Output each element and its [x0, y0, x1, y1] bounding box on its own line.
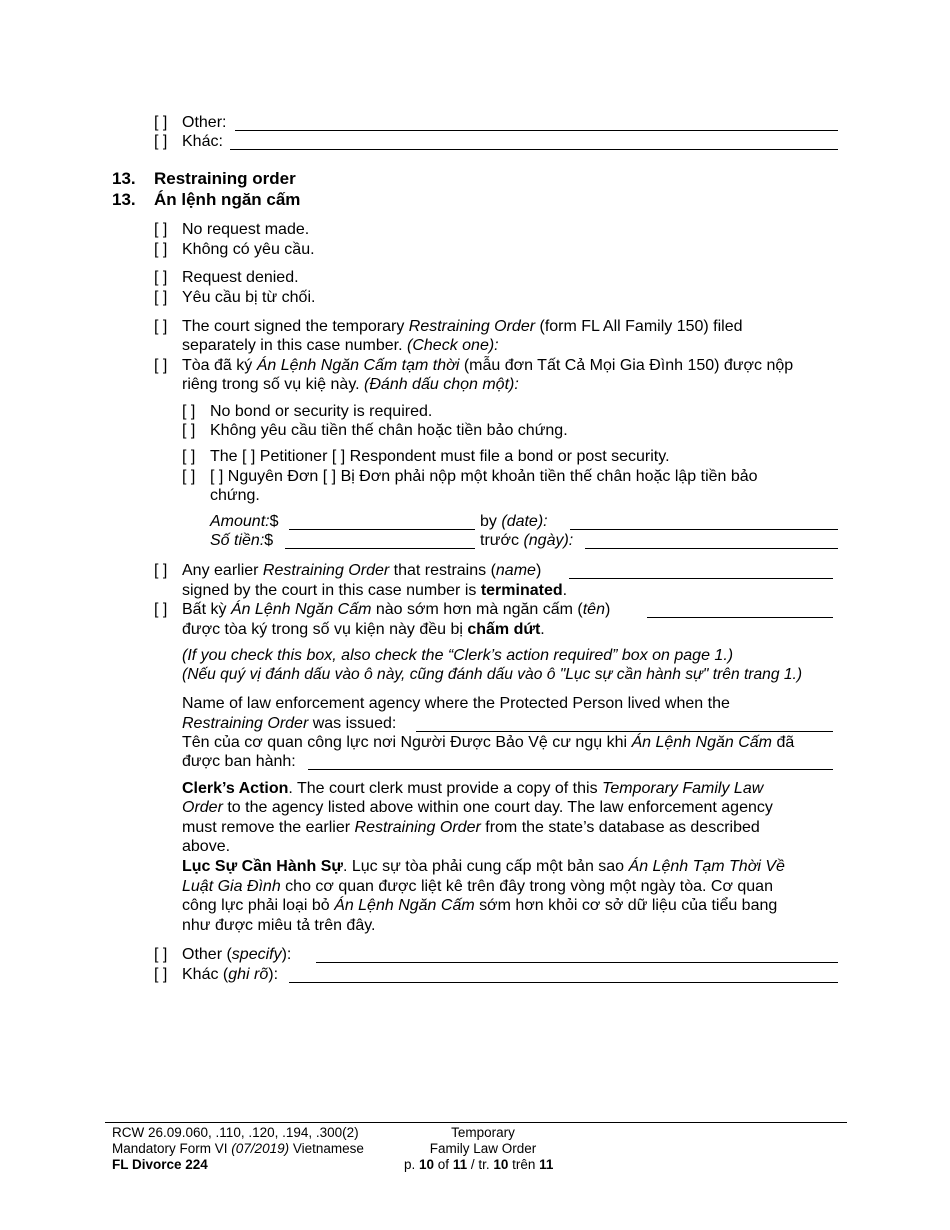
respondent-checkbox-vi[interactable]: [ ] — [322, 468, 337, 485]
no-request-label-en: No request made. — [182, 221, 310, 238]
footer-form: Mandatory Form VI (07/2019) Vietnamese — [112, 1141, 364, 1156]
date-label-vi: trước (ngày): — [480, 532, 574, 549]
bond-checkbox-vi[interactable]: [ ] — [182, 468, 196, 485]
clerk-text-vi-2: Luật Gia Đình cho cơ quan được liệt kê trên đây trong vòng một ngày tòa. Cơ quan — [182, 878, 773, 895]
date-input-vi[interactable] — [585, 548, 838, 549]
clerk-text-vi-3: công lực phải loại bỏ Án Lệnh Ngăn Cấm sớm hơn khỏi cơ sở dữ liệu của tiểu bang — [182, 897, 778, 914]
section-title-vi: Án lệnh ngăn cấm — [154, 190, 301, 209]
footer-form-id: FL Divorce 224 — [112, 1157, 208, 1172]
earlier-text-en-1: Any earlier Restraining Order that restrains (name) — [182, 562, 542, 579]
agency-input[interactable] — [416, 731, 833, 732]
agency-text-vi-1: Tên của cơ quan công lực nơi Người Được Bảo Vệ cư ngụ khi Án Lệnh Ngăn Cấm đã — [182, 734, 795, 751]
signed-text-en-2: separately in this case number. (Check one): — [182, 337, 499, 354]
footer-rule — [105, 1122, 847, 1123]
note-vi: (Nếu quý vị đánh dấu vào ô này, cũng đánh dấu vào ô "Lục sự cần hành sự" trên trang 1.) — [182, 666, 803, 683]
other-specify-label-vi: Khác (ghi rõ): — [182, 966, 279, 983]
section-title-en: Restraining order — [154, 169, 296, 188]
no-request-checkbox-vi[interactable]: [ ] — [154, 241, 168, 258]
other-top-checkbox[interactable]: [ ] — [154, 114, 168, 131]
agency-input-vi[interactable] — [308, 769, 833, 770]
earlier-text-en-2: signed by the court in this case number is terminated. — [182, 582, 568, 599]
amount-input-vi[interactable] — [285, 548, 475, 549]
clerk-text-vi-1: Lục Sự Cần Hành Sự. Lục sự tòa phải cung cấp một bản sao Án Lệnh Tạm Thời Về — [182, 858, 785, 875]
other-top-checkbox-vi[interactable]: [ ] — [154, 133, 168, 150]
clerk-text-en-1: Clerk’s Action. The court clerk must provide a copy of this Temporary Family Law — [182, 780, 764, 797]
petitioner-checkbox-vi[interactable]: [ ] — [210, 468, 224, 485]
clerk-text-en-2: Order to the agency listed above within one court day. The law enforcement agency — [182, 799, 773, 816]
footer-page: p. 10 of 11 / tr. 10 trên 11 — [404, 1157, 554, 1172]
denied-checkbox[interactable]: [ ] — [154, 269, 168, 286]
other-specify-input-vi[interactable] — [289, 982, 838, 983]
earlier-checkbox[interactable]: [ ] — [154, 562, 168, 579]
bond-text-vi-1: [ ] Nguyên Đơn [ ] Bị Đơn phải nộp một khoản tiền thế chân hoặc lập tiền bảo — [210, 468, 758, 485]
clerk-text-vi-4: như được miêu tả trên đây. — [182, 917, 376, 934]
nobond-checkbox-vi[interactable]: [ ] — [182, 422, 196, 439]
no-request-checkbox[interactable]: [ ] — [154, 221, 168, 238]
other-top-input-vi[interactable] — [230, 149, 838, 150]
agency-text-en-1: Name of law enforcement agency where the Protected Person lived when the — [182, 695, 730, 712]
other-specify-input[interactable] — [316, 962, 838, 963]
earlier-checkbox-vi[interactable]: [ ] — [154, 601, 168, 618]
signed-checkbox-vi[interactable]: [ ] — [154, 357, 168, 374]
amount-label-en: Amount:$ — [210, 513, 279, 530]
earlier-name-input[interactable] — [569, 578, 833, 579]
section-number: 13. — [112, 169, 136, 188]
footer-title-1: Temporary — [451, 1125, 515, 1140]
earlier-name-input-vi[interactable] — [647, 617, 833, 618]
signed-text-vi-1: Tòa đã ký Án Lệnh Ngăn Cấm tạm thời (mẫu đơn Tất Cả Mọi Gia Đình 150) được nộp — [182, 357, 794, 374]
signed-text-vi-2: riêng trong số vụ kiệ này. (Đánh dấu chọn một): — [182, 376, 519, 393]
petitioner-checkbox[interactable]: [ ] — [242, 448, 256, 465]
other-top-label-vi: Khác: — [182, 133, 223, 150]
agency-text-en-2: Restraining Order was issued: — [182, 715, 397, 732]
bond-text-en: The [ ] Petitioner [ ] Respondent must file a bond or post security. — [210, 448, 670, 465]
amount-input[interactable] — [289, 529, 475, 530]
signed-text-en-1: The court signed the temporary Restraining Order (form FL All Family 150) filed — [182, 318, 743, 335]
other-specify-checkbox[interactable]: [ ] — [154, 946, 168, 963]
denied-label-vi: Yêu cầu bị từ chối. — [182, 289, 316, 306]
date-input[interactable] — [570, 529, 838, 530]
other-top-label-en: Other: — [182, 114, 227, 131]
footer-title-2: Family Law Order — [429, 1141, 537, 1156]
agency-text-vi-2: được ban hành: — [182, 753, 296, 770]
respondent-checkbox[interactable]: [ ] — [331, 448, 346, 465]
other-specify-label-en: Other (specify): — [182, 946, 292, 963]
signed-checkbox[interactable]: [ ] — [154, 318, 168, 335]
other-specify-checkbox-vi[interactable]: [ ] — [154, 966, 168, 983]
bond-text-vi-2: chứng. — [210, 487, 260, 504]
denied-label-en: Request denied. — [182, 269, 299, 286]
earlier-text-vi-2: được tòa ký trong số vụ kiện này đều bị chấm dứt. — [182, 621, 545, 638]
denied-checkbox-vi[interactable]: [ ] — [154, 289, 168, 306]
bond-checkbox[interactable]: [ ] — [182, 448, 196, 465]
nobond-checkbox[interactable]: [ ] — [182, 403, 196, 420]
clerk-text-en-3: must remove the earlier Restraining Order from the state’s database as described — [182, 819, 760, 836]
section-number-vi: 13. — [112, 190, 136, 209]
note-en: (If you check this box, also check the “Clerk’s action required” box on page 1.) — [182, 647, 734, 664]
nobond-label-en: No bond or security is required. — [210, 403, 433, 420]
date-label-en: by (date): — [480, 513, 548, 530]
earlier-text-vi-1: Bất kỳ Án Lệnh Ngăn Cấm nào sớm hơn mà ngăn cấm (tên) — [182, 601, 611, 618]
footer-rcw: RCW 26.09.060, .110, .120, .194, .300(2) — [112, 1125, 359, 1140]
nobond-label-vi: Không yêu cầu tiền thế chân hoặc tiền bảo chứng. — [210, 422, 568, 439]
no-request-label-vi: Không có yêu cầu. — [182, 241, 315, 258]
other-top-input[interactable] — [235, 130, 838, 131]
amount-label-vi: Số tiền:$ — [210, 532, 274, 549]
clerk-text-en-4: above. — [182, 838, 231, 855]
